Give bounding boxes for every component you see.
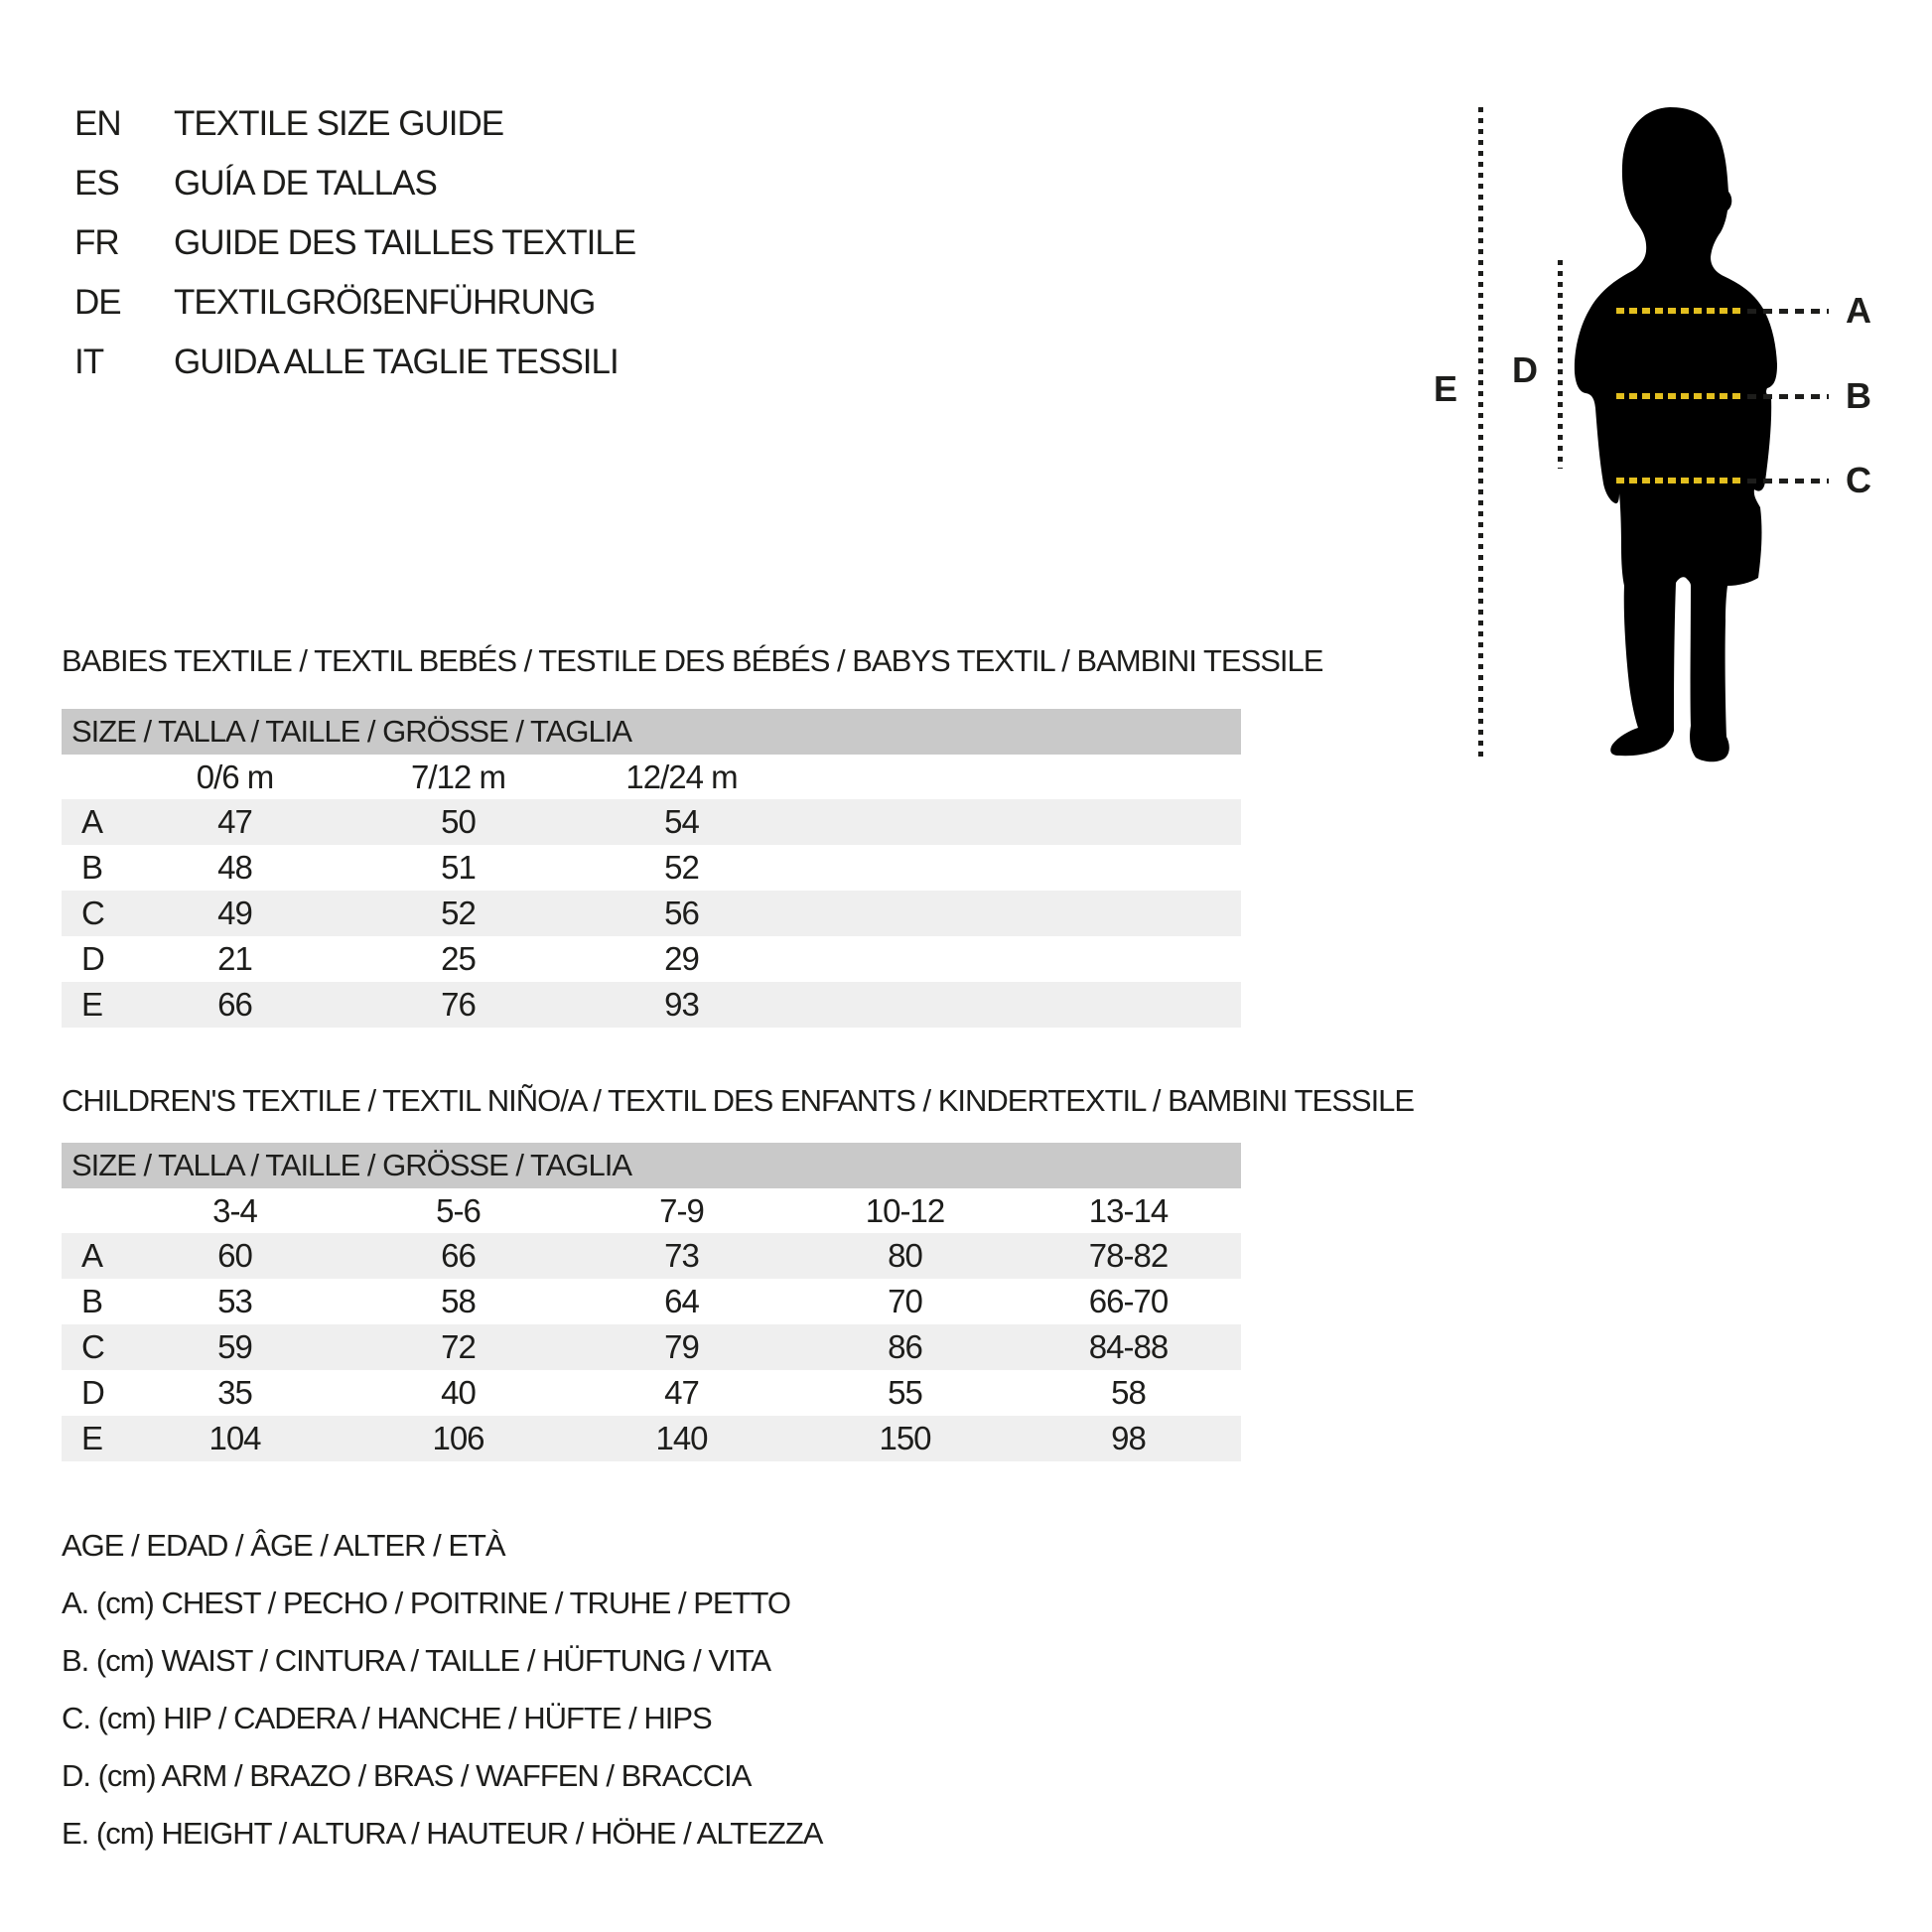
language-row	[74, 333, 635, 392]
measurement-legend	[62, 1517, 822, 1863]
table-row	[62, 891, 1241, 936]
language-title: GUIDE DES TAILLES TEXTILE	[174, 223, 636, 262]
table-cell: 93	[664, 986, 699, 1023]
language-code: EN	[74, 104, 121, 143]
arm-measure-line-d	[1558, 260, 1563, 469]
table-cell: 25	[441, 940, 476, 977]
table-cell: 21	[217, 940, 252, 977]
legend-line-waist: B. (cm) WAIST / CINTURA / TAILLE / HÜFTUNG / VITA	[62, 1643, 771, 1678]
column-header: 10-12	[865, 1192, 945, 1229]
waist-measure-line-b	[1616, 393, 1742, 399]
table-row	[62, 1279, 1241, 1324]
legend-line-chest: A. (cm) CHEST / PECHO / POITRINE / TRUHE / PETTO	[62, 1586, 790, 1620]
table-cell: 66-70	[1088, 1283, 1169, 1319]
table-cell: 50	[441, 803, 476, 840]
column-header: 7-9	[659, 1192, 704, 1229]
table-cell: 70	[888, 1283, 922, 1319]
row-label: E	[81, 1420, 103, 1456]
babies-size-table	[62, 709, 1241, 1028]
measurement-diagram	[1430, 89, 1926, 794]
table-cell: 59	[217, 1328, 252, 1365]
waist-leader-line-b	[1747, 394, 1829, 399]
row-label: D	[81, 1374, 104, 1411]
row-label: D	[81, 940, 104, 977]
table-cell: 66	[441, 1237, 476, 1274]
table-cell: 58	[441, 1283, 476, 1319]
table-cell: 76	[441, 986, 476, 1023]
table-cell: 53	[217, 1283, 252, 1319]
table-row	[62, 982, 1241, 1028]
table-cell: 52	[664, 849, 699, 886]
chest-measure-line-a	[1616, 308, 1742, 314]
height-measure-line-e	[1478, 107, 1483, 762]
babies-size-header-bar: SIZE / TALLA / TAILLE / GRÖSSE / TAGLIA	[62, 709, 1241, 755]
chest-leader-line-a	[1747, 309, 1829, 314]
table-cell: 56	[664, 895, 699, 931]
table-cell: 47	[664, 1374, 699, 1411]
table-cell: 55	[888, 1374, 922, 1411]
hip-measure-line-c	[1616, 478, 1742, 483]
table-row	[62, 936, 1241, 982]
babies-column-header-row	[62, 755, 1241, 799]
table-cell: 49	[217, 895, 252, 931]
row-label: A	[81, 1237, 103, 1274]
language-row	[74, 154, 635, 213]
table-cell: 79	[664, 1328, 699, 1365]
legend-line-age: AGE / EDAD / ÂGE / ALTER / ETÀ	[62, 1528, 505, 1563]
table-cell: 35	[217, 1374, 252, 1411]
marker-label-b: B	[1846, 375, 1871, 416]
table-cell: 66	[217, 986, 252, 1023]
column-header: 13-14	[1088, 1192, 1169, 1229]
table-cell: 140	[655, 1420, 708, 1456]
marker-label-e: E	[1433, 368, 1457, 409]
marker-label-d: D	[1512, 349, 1538, 390]
row-label: A	[81, 803, 103, 840]
legend-line-height: E. (cm) HEIGHT / ALTURA / HAUTEUR / HÖHE / ALTEZZA	[62, 1816, 823, 1851]
row-label: B	[81, 849, 103, 886]
language-row	[74, 273, 635, 333]
language-row	[74, 94, 635, 154]
marker-label-a: A	[1846, 290, 1871, 331]
corner-cell	[62, 1188, 123, 1233]
child-silhouette	[1564, 94, 1787, 769]
language-code: FR	[74, 223, 119, 262]
table-cell: 47	[217, 803, 252, 840]
language-title: GUIDA ALLE TAGLIE TESSILI	[174, 343, 619, 381]
row-label: E	[81, 986, 103, 1023]
children-size-header-bar: SIZE / TALLA / TAILLE / GRÖSSE / TAGLIA	[62, 1143, 1241, 1188]
row-label: B	[81, 1283, 103, 1319]
row-label: C	[81, 1328, 104, 1365]
table-cell: 29	[664, 940, 699, 977]
language-row	[74, 213, 635, 273]
table-cell: 64	[664, 1283, 699, 1319]
column-header: 0/6 m	[196, 759, 274, 795]
column-header: 7/12 m	[411, 759, 505, 795]
table-cell: 98	[1111, 1420, 1146, 1456]
table-row	[62, 1416, 1241, 1461]
table-row	[62, 799, 1241, 845]
table-cell: 51	[441, 849, 476, 886]
table-row	[62, 845, 1241, 891]
language-code: ES	[74, 164, 119, 203]
marker-label-c: C	[1846, 460, 1871, 500]
column-header: 12/24 m	[625, 759, 738, 795]
children-column-header-row	[62, 1188, 1241, 1233]
table-cell: 78-82	[1088, 1237, 1169, 1274]
table-cell: 150	[879, 1420, 931, 1456]
table-cell: 40	[441, 1374, 476, 1411]
table-cell: 104	[208, 1420, 261, 1456]
children-section-heading: CHILDREN'S TEXTILE / TEXTIL NIÑO/A / TEXTIL DES ENFANTS / KINDERTEXTIL / BAMBINI TESSILE	[62, 1083, 1415, 1118]
table-cell: 72	[441, 1328, 476, 1365]
table-cell: 60	[217, 1237, 252, 1274]
table-row	[62, 1324, 1241, 1370]
table-row	[62, 1233, 1241, 1279]
hip-leader-line-c	[1747, 479, 1829, 483]
column-header: 5-6	[436, 1192, 481, 1229]
language-title-list	[74, 94, 635, 392]
table-cell: 48	[217, 849, 252, 886]
row-label: C	[81, 895, 104, 931]
language-title: GUÍA DE TALLAS	[174, 164, 437, 203]
table-cell: 58	[1111, 1374, 1146, 1411]
language-title: TEXTILGRÖßENFÜHRUNG	[174, 283, 596, 322]
table-cell: 52	[441, 895, 476, 931]
language-code: DE	[74, 283, 121, 322]
legend-line-hip: C. (cm) HIP / CADERA / HANCHE / HÜFTE / HIPS	[62, 1701, 712, 1735]
table-cell: 54	[664, 803, 699, 840]
language-title: TEXTILE SIZE GUIDE	[174, 104, 504, 143]
children-size-table	[62, 1143, 1241, 1461]
column-header: 3-4	[212, 1192, 257, 1229]
table-cell: 84-88	[1088, 1328, 1169, 1365]
table-cell: 80	[888, 1237, 922, 1274]
babies-section-heading: BABIES TEXTILE / TEXTIL BEBÉS / TESTILE DES BÉBÉS / BABYS TEXTIL / BAMBINI TESSILE	[62, 643, 1323, 678]
legend-line-arm: D. (cm) ARM / BRAZO / BRAS / WAFFEN / BRACCIA	[62, 1758, 752, 1793]
table-cell: 86	[888, 1328, 922, 1365]
table-row	[62, 1370, 1241, 1416]
table-cell: 106	[432, 1420, 484, 1456]
language-code: IT	[74, 343, 104, 381]
corner-cell	[62, 755, 123, 799]
table-cell: 73	[664, 1237, 699, 1274]
